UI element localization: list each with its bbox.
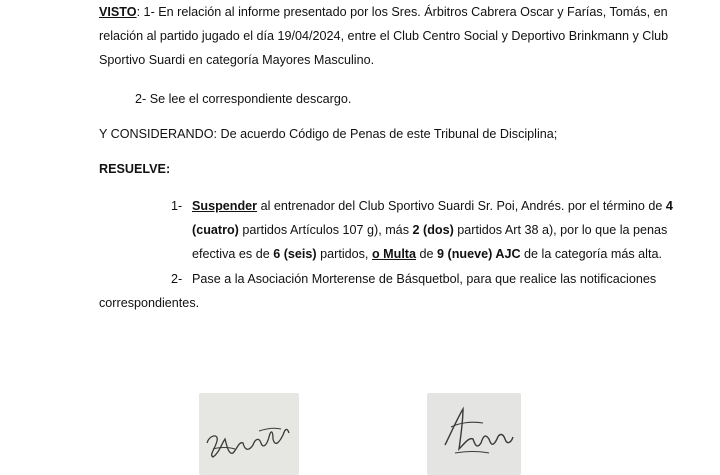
resolution-1-line-3-b: partidos, <box>316 247 372 261</box>
resolution-1-line-3-a: efectiva es de <box>192 247 274 261</box>
resolution-1-paragraph <box>192 194 673 266</box>
visto-line-1-text: : 1- En relación al informe presentado por los Sres. Árbitros Cabrera Oscar y Farías, Tomás, en <box>136 5 668 19</box>
resolution-1-line-3-c: de <box>416 247 438 261</box>
nueve-ajc-text: 9 (nueve) AJC <box>437 247 521 261</box>
descargo-paragraph <box>135 87 635 111</box>
resolution-1-line-2 <box>192 218 668 242</box>
resuelve-heading <box>99 157 654 181</box>
resolution-1-number: 1- <box>171 199 183 213</box>
seis-text: 6 (seis) <box>273 247 317 261</box>
signature-left-drawing <box>199 393 299 475</box>
resuelve-text: RESUELVE: <box>99 162 171 176</box>
suspender-text: Suspender <box>192 199 258 213</box>
resolution-2-paragraph <box>99 267 657 315</box>
resolution-1-line-1-text: al entrenador del Club Sportivo Suardi Sr. Poi, Andrés. por el término de <box>257 199 666 213</box>
resolution-2-line-1 <box>192 267 657 291</box>
descargo-text: 2- Se lee el correspondiente descargo. <box>135 92 352 106</box>
cuatro-text: (cuatro) <box>192 223 239 237</box>
visto-paragraph <box>99 0 669 72</box>
visto-label: VISTO <box>99 5 137 19</box>
considerando-text: Y CONSIDERANDO: De acuerdo Código de Penas de este Tribunal de Disciplina; <box>99 127 558 141</box>
resolution-1-line-2-mid: partidos Artículos 107 g), más <box>238 223 413 237</box>
resolution-2-line-1-text: Pase a la Asociación Morterense de Básquetbol, para que realice las notificaciones <box>192 272 657 286</box>
resolution-2-number: 2- <box>171 272 183 286</box>
considerando-paragraph <box>99 122 654 146</box>
signature-left <box>199 393 299 475</box>
four-text: 4 <box>665 199 673 213</box>
visto-line-1 <box>99 0 668 24</box>
resolution-2-line-2: correspondientes. <box>99 296 200 310</box>
resolution-1-line-1 <box>192 194 673 218</box>
resolution-1-line-3 <box>192 242 662 266</box>
visto-line-3: Sportivo Suardi en categoría Mayores Masculino. <box>99 53 375 67</box>
multa-text: o Multa <box>371 247 417 261</box>
resolution-1-line-3-d: de la categoría más alta. <box>520 247 662 261</box>
dos-text: 2 (dos) <box>412 223 454 237</box>
signature-right-drawing <box>427 393 521 475</box>
signature-right <box>427 393 521 475</box>
visto-line-2: relación al partido jugado el día 19/04/2024, entre el Club Centro Social y Deportivo Brinkmann y Club <box>99 29 669 43</box>
resolution-1-line-2-rest: partidos Art 38 a), por lo que la penas <box>453 223 668 237</box>
